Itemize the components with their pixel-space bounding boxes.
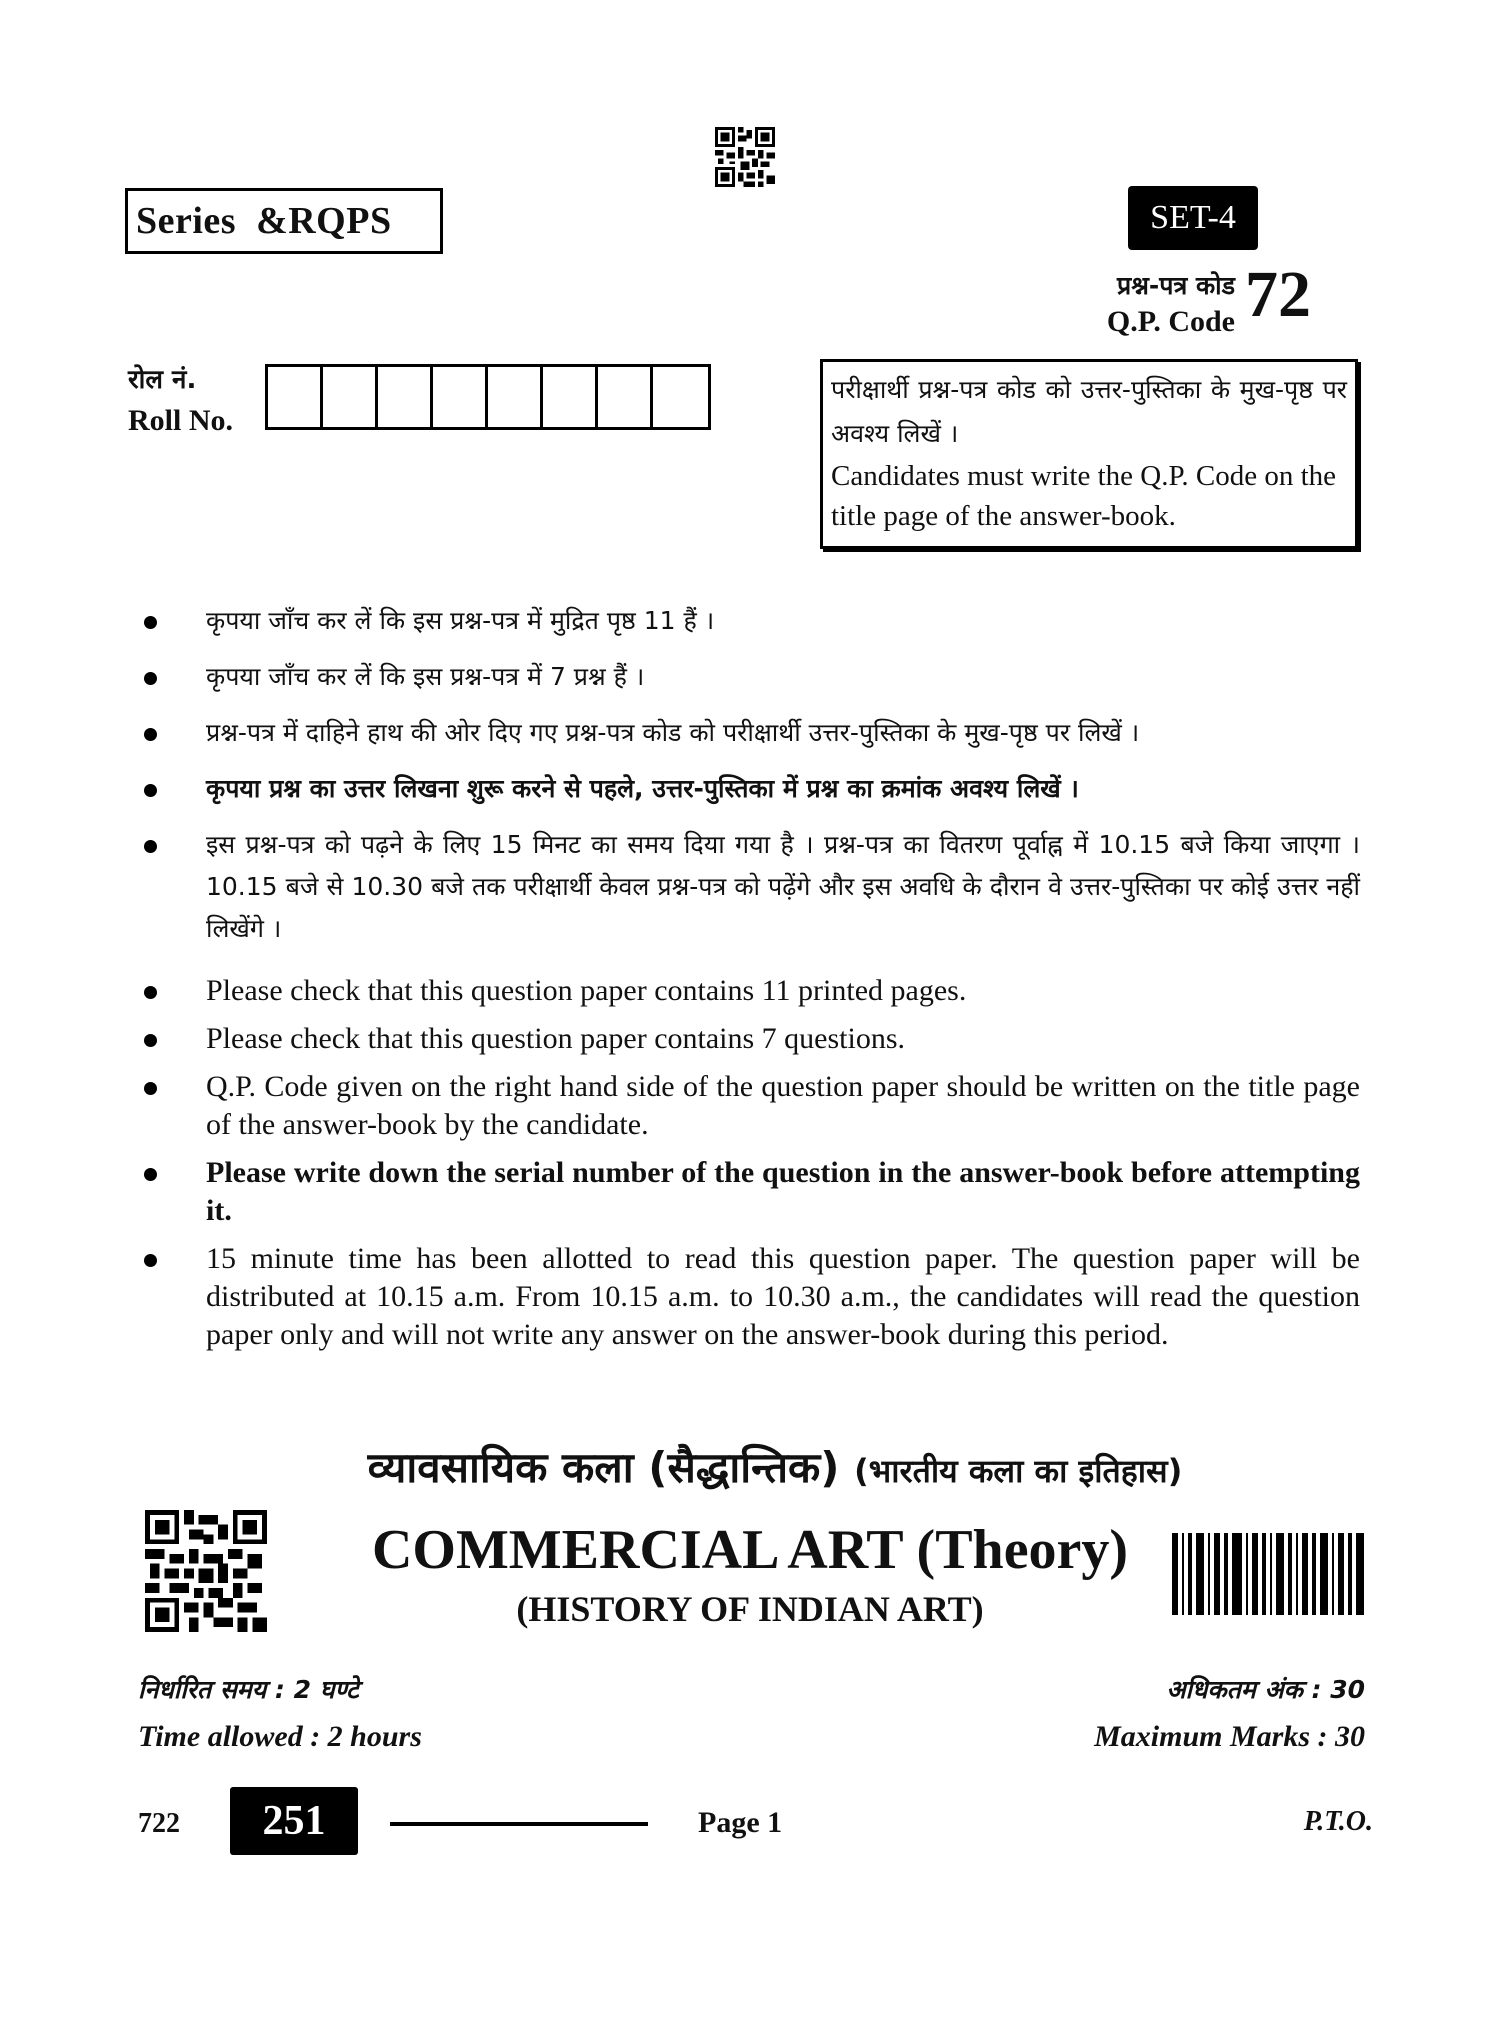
roll-no-digit-box[interactable] [378, 367, 433, 427]
roll-no-field[interactable] [265, 364, 711, 430]
instruction-item: Please write down the serial number of the question in the answer-book before attempting it. [140, 1154, 1360, 1230]
subject-title-hindi: व्यावसायिक कला (सैद्धान्तिक) (भारतीय कला का इतिहास) [367, 1443, 1183, 1492]
roll-no-digit-box[interactable] [488, 367, 543, 427]
roll-no-digit-box[interactable] [433, 367, 488, 427]
instruction-item: Please check that this question paper contains 11 printed pages. [140, 972, 1360, 1010]
qp-code-label: Q.P. Code [1106, 305, 1235, 338]
series-label: Series &RQPS [125, 188, 443, 254]
page-number: Page 1 [698, 1806, 783, 1839]
footer-subject-code-badge: 251 [230, 1787, 358, 1855]
roll-no-digit-box[interactable] [653, 367, 708, 427]
bullet-icon [144, 840, 157, 853]
roll-no-digit-box[interactable] [598, 367, 653, 427]
instruction-item-hindi: कृपया जाँच कर लें कि इस प्रश्न-पत्र में मुद्रित पृष्ठ 11 हैं । [140, 600, 1360, 642]
footer-code: 722 [138, 1808, 180, 1839]
subject-title: COMMERCIAL ART (Theory) [371, 1519, 1129, 1581]
roll-no-digit-box[interactable] [268, 367, 323, 427]
time-allowed-hindi: निर्धारित समय : 2 घण्टे [138, 1675, 359, 1704]
qp-notice-english: Candidates must write the Q.P. Code on the title page of the answer-book. [831, 460, 1337, 532]
set-badge: SET-4 [1128, 186, 1258, 250]
bullet-icon [144, 672, 157, 685]
bullet-icon [144, 986, 157, 999]
bullet-icon [144, 1254, 157, 1267]
bullet-icon [144, 784, 157, 797]
bullet-icon [144, 1034, 157, 1047]
qp-code-label-hindi: प्रश्न-पत्र कोड [1116, 271, 1235, 300]
please-turn-over: P.T.O. [1303, 1806, 1373, 1837]
instruction-item: 15 minute time has been allotted to read this question paper. The question paper will be distributed at 10.15 a.m. From 10.15 a.m. to 10.30 a.m., the candidates will read the question paper only and will not write any answer on the answer-book during this period. [140, 1240, 1360, 1354]
qr-code-icon [145, 1510, 267, 1632]
qp-notice-hindi: परीक्षार्थी प्रश्न-पत्र कोड को उत्तर-पुस्तिका के मुख-पृष्ठ पर अवश्य लिखें । [831, 375, 1347, 448]
roll-no-digit-box[interactable] [543, 367, 598, 427]
roll-no-digit-box[interactable] [323, 367, 378, 427]
instruction-item: Q.P. Code given on the right hand side of the question paper should be written on the title page of the answer-book by the candidate. [140, 1068, 1360, 1144]
general-instructions [140, 600, 1360, 1364]
maximum-marks: Maximum Marks : 30 [1094, 1720, 1365, 1753]
instruction-item-hindi: इस प्रश्न-पत्र को पढ़ने के लिए 15 मिनट का समय दिया गया है । प्रश्न-पत्र का वितरण पूर्वाह्न में 10.15 बजे किया जाएगा । 10.15 बजे से 10.30 बजे तक परीक्षार्थी केवल प्रश्न-पत्र को पढ़ेंगे और इस अवधि के दौरान वे उत्तर-पुस्तिका पर कोई उत्तर नहीं लिखेंगे । [140, 824, 1360, 950]
qr-code-icon [715, 127, 775, 187]
qp-code-notice-box [820, 359, 1358, 549]
instruction-item-hindi: कृपया जाँच कर लें कि इस प्रश्न-पत्र में 7 प्रश्न हैं । [140, 656, 1360, 698]
bullet-icon [144, 1168, 157, 1181]
time-allowed: Time allowed : 2 hours [138, 1720, 422, 1753]
maximum-marks-hindi: अधिकतम अंक : 30 [1166, 1675, 1365, 1704]
roll-no-label: Roll No. [128, 404, 233, 437]
footer-divider [390, 1822, 648, 1826]
bullet-icon [144, 616, 157, 629]
instruction-item-hindi: कृपया प्रश्न का उत्तर लिखना शुरू करने से पहले, उत्तर-पुस्तिका में प्रश्न का क्रमांक अवश्य लिखें । [140, 768, 1360, 810]
roll-no-label-hindi: रोल नं. [128, 365, 197, 395]
barcode-icon [1172, 1533, 1364, 1615]
qp-code-value: 72 [1245, 258, 1311, 331]
bullet-icon [144, 1082, 157, 1095]
subject-subtitle: (HISTORY OF INDIAN ART) [516, 1589, 984, 1629]
bullet-icon [144, 728, 157, 741]
instruction-item-hindi: प्रश्न-पत्र में दाहिने हाथ की ओर दिए गए प्रश्न-पत्र कोड को परीक्षार्थी उत्तर-पुस्तिका के मुख-पृष्ठ पर लिखें । [140, 712, 1360, 754]
instruction-item: Please check that this question paper contains 7 questions. [140, 1020, 1360, 1058]
